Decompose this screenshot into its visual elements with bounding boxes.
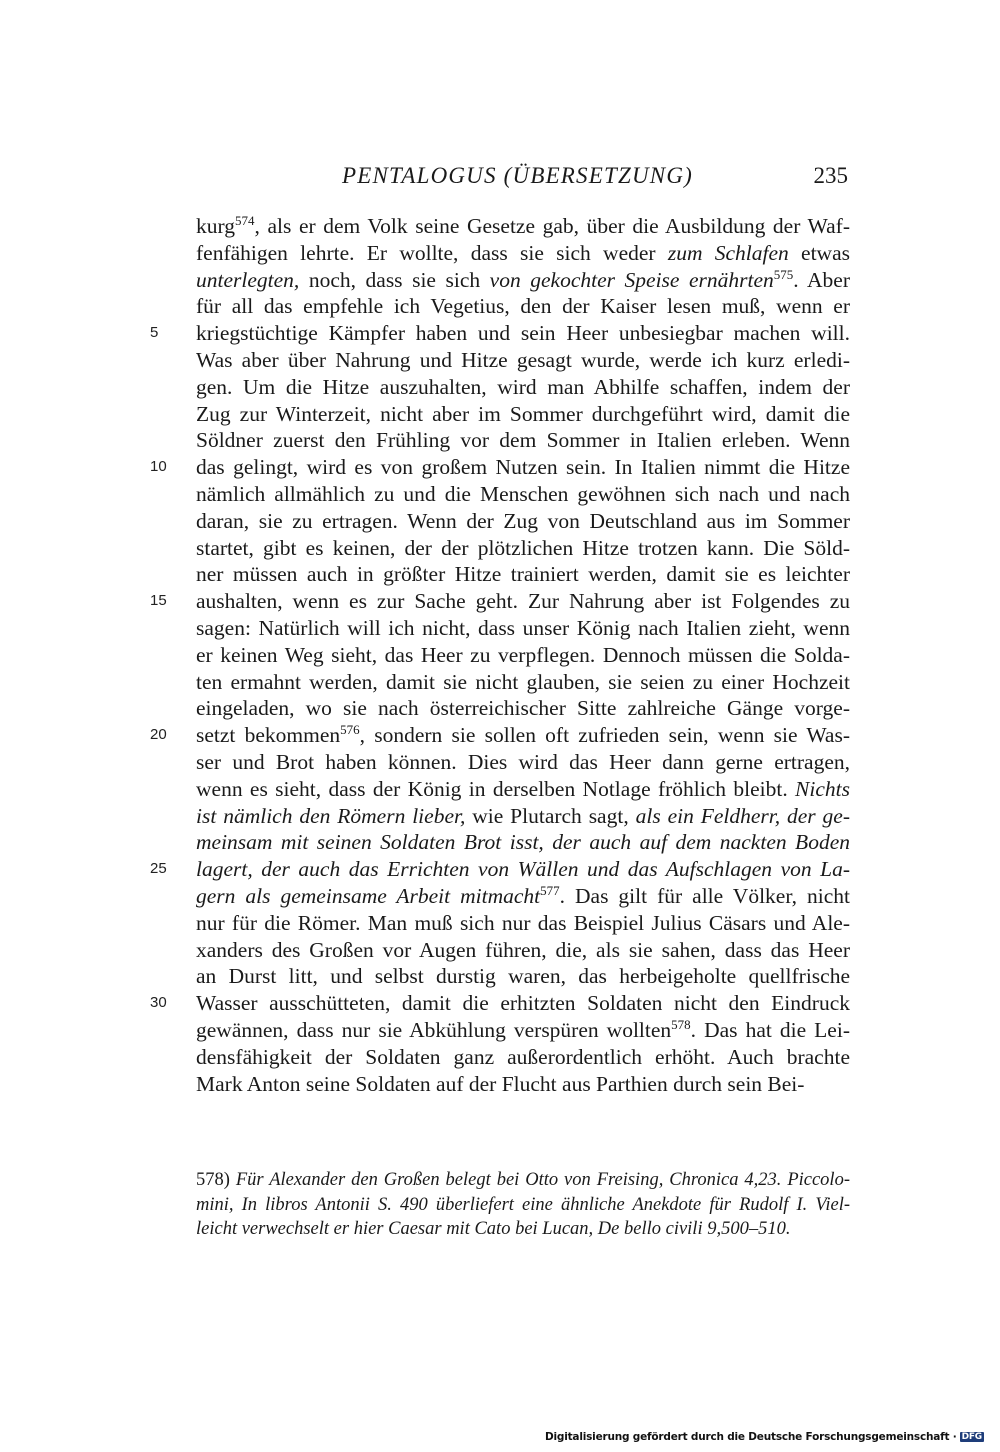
footnote-reference: 577 xyxy=(540,882,560,898)
text-line xyxy=(196,267,850,294)
italic-text: leicht verwechselt er hier Caesar mit Cato bei Lucan, De bello civili 9,500–510. xyxy=(196,1219,791,1239)
text-line xyxy=(196,347,850,374)
dfg-logo: DFG xyxy=(961,1432,982,1442)
text-span: daran, sie zu ertragen. Wenn der Zug von Deutschland aus im Sommer xyxy=(196,508,850,533)
text-line xyxy=(150,320,850,347)
text-span: ner müssen auch in größter Hitze trainiert werden, damit sie es leichter xyxy=(196,562,850,587)
text-span: Wasser ausschütteten, damit die erhitzten Soldaten nicht den Eindruck xyxy=(196,991,850,1016)
text-line xyxy=(150,588,850,615)
italic-text: Für Alexander den Großen belegt bei Otto von Freising, Chronica 4,23. Piccolo- xyxy=(235,1170,850,1190)
text-span: Zug zur Winterzeit, nicht aber im Sommer durchgeführt wird, damit die xyxy=(196,401,850,426)
italic-text: von gekochter Speise ernährten xyxy=(489,267,774,292)
text-span: etwas xyxy=(788,240,850,265)
line-number: 10 xyxy=(150,458,167,476)
page-number: 235 xyxy=(813,163,848,188)
footnote-line xyxy=(196,1193,850,1218)
text-line xyxy=(196,695,850,722)
text-span: fenfähigen lehrte. Er wollte, dass sie sich weder xyxy=(196,240,668,265)
italic-text: meinsam mit seinen Soldaten Brot isst, der auch auf dem nackten Boden xyxy=(196,830,850,855)
text-span: an Durst litt, und selbst durstig waren, das herbeigeholte quellfrische xyxy=(196,964,850,989)
text-line xyxy=(196,1071,850,1098)
text-span: er keinen Weg sieht, das Heer zu verpflegen. Dennoch müssen die Solda- xyxy=(196,642,850,667)
text-line xyxy=(196,1017,850,1044)
text-span: kriegstüchtige Kämpfer haben und sein Heer unbesiegbar machen will. xyxy=(196,321,850,346)
text-span: Mark Anton seine Soldaten auf der Flucht aus Parthien durch sein Bei- xyxy=(196,1071,805,1096)
text-line xyxy=(196,749,850,776)
text-line xyxy=(196,508,850,535)
italic-text: gern als gemeinsame Arbeit mitmacht xyxy=(196,883,541,908)
text-line xyxy=(196,535,850,562)
text-line xyxy=(196,240,850,267)
text-line xyxy=(196,374,850,401)
text-span: noch, dass sie sich xyxy=(299,267,490,292)
footnote-reference: 574 xyxy=(235,213,255,228)
text-span: Söldner zuerst den Frühling vor dem Sommer in Italien erleben. Wenn xyxy=(196,428,850,453)
text-span: setzt bekommen xyxy=(196,723,341,748)
text-span: kurg xyxy=(196,214,236,238)
text-span: ser und Brot haben können. Dies wird das Heer dann gerne ertragen, xyxy=(196,749,850,774)
text-line xyxy=(196,401,850,428)
text-span: gewännen, dass nur sie Abkühlung verspüren wollten xyxy=(196,1017,672,1042)
text-span: wenn es sieht, dass der König in derselben Notlage fröhlich bleibt. xyxy=(196,776,796,801)
text-span: startet, gibt es keinen, der der plötzlichen Hitze trotzen kann. Die Söld- xyxy=(196,535,850,560)
italic-text: ist nämlich den Römern lieber, xyxy=(196,803,466,828)
text-span: ten ermahnt werden, damit sie nicht glauben, sie seien zu einer Hochzeit xyxy=(196,669,850,694)
line-number: 20 xyxy=(150,726,167,744)
italic-text: mini, In libros Antonii S. 490 überliefert eine ähnliche Anekdote für Rudolf I. Viel- xyxy=(196,1194,850,1215)
text-span: Was aber über Nahrung und Hitze gesagt wurde, werde ich kurz erledi- xyxy=(196,347,850,372)
text-line xyxy=(196,910,850,937)
funding-text: Digitalisierung gefördert durch die Deutsche Forschungsgemeinschaft · xyxy=(544,1431,957,1443)
text-span: . Aber xyxy=(793,267,850,292)
footnote-line xyxy=(196,1217,850,1242)
footnote-reference: 576 xyxy=(340,722,360,738)
text-line xyxy=(150,722,851,749)
text-span: 578) xyxy=(196,1170,236,1190)
line-number: 15 xyxy=(150,592,167,610)
line-number: 25 xyxy=(150,860,167,878)
footnote-reference: 575 xyxy=(773,266,794,282)
footnote-reference: 578 xyxy=(671,1016,691,1032)
line-number: 30 xyxy=(150,994,167,1012)
funding-note xyxy=(545,1431,984,1443)
text-span: , sondern sie sollen oft zufrieden sein, wenn sie Was- xyxy=(359,723,851,748)
text-line xyxy=(196,829,850,856)
text-span: wie Plutarch sagt, xyxy=(465,803,636,828)
text-span: für all das empfehle ich Vegetius, den der Kaiser lesen muß, wenn er xyxy=(196,294,850,319)
text-span: nämlich allmählich zu und die Menschen gewöhnen sich nach und nach xyxy=(196,481,850,506)
footnote-line xyxy=(196,1168,850,1193)
main-text xyxy=(150,213,851,1097)
text-span: nur für die Römer. Man muß sich nur das Beispiel Julius Cäsars und Ale- xyxy=(196,910,850,935)
text-line xyxy=(196,963,850,990)
text-span: gen. Um die Hitze auszuhalten, wird man Abhilfe schaffen, indem der xyxy=(196,374,850,399)
text-span: , als er dem Volk seine Gesetze gab, über die Ausbildung der Waf- xyxy=(254,214,850,238)
text-line xyxy=(196,1044,850,1071)
italic-text: unterlegten, xyxy=(196,267,300,292)
text-span: xanders des Großen vor Augen führen, die, als sie sahen, dass das Heer xyxy=(196,937,850,962)
text-line xyxy=(150,856,850,883)
text-span: densfähigkeit der Soldaten ganz außerordentlich erhöht. Auch brachte xyxy=(196,1044,850,1069)
text-line xyxy=(196,803,850,830)
footnote xyxy=(196,1168,850,1242)
italic-text: als ein Feldherr, der ge- xyxy=(635,803,851,828)
text-span: eingeladen, wo sie nach österreichischer Sitte zahlreiche Gänge vorge- xyxy=(196,696,850,721)
text-line xyxy=(196,615,850,642)
text-span: sagen: Natürlich will ich nicht, dass unser König nach Italien zieht, wenn xyxy=(196,615,850,640)
text-line xyxy=(196,883,850,910)
italic-text: lagert, der auch das Errichten von Wällen und das Aufschlagen von La- xyxy=(196,857,850,882)
text-span: . Das gilt für alle Völker, nicht xyxy=(559,883,850,908)
text-span: das gelingt, wird es von großem Nutzen sein. In Italien nimmt die Hitze xyxy=(196,455,850,480)
text-line xyxy=(196,481,850,508)
text-line xyxy=(196,427,850,454)
text-line xyxy=(196,669,850,696)
text-line xyxy=(196,776,850,803)
running-title: PENTALOGUS (ÜBERSETZUNG) xyxy=(342,163,694,188)
text-span: aushalten, wenn es zur Sache geht. Zur Nahrung aber ist Folgendes zu xyxy=(196,589,850,614)
text-line xyxy=(150,454,850,481)
text-line xyxy=(196,642,850,669)
line-number: 5 xyxy=(150,324,159,342)
text-line xyxy=(150,990,850,1017)
italic-text: Nichts xyxy=(795,776,850,801)
text-line xyxy=(196,937,850,964)
text-line xyxy=(196,213,850,240)
running-header xyxy=(196,163,850,197)
text-span: . Das hat die Lei- xyxy=(690,1017,850,1042)
text-line xyxy=(196,561,850,588)
text-line xyxy=(196,293,850,320)
italic-text: zum Schlafen xyxy=(667,240,789,265)
